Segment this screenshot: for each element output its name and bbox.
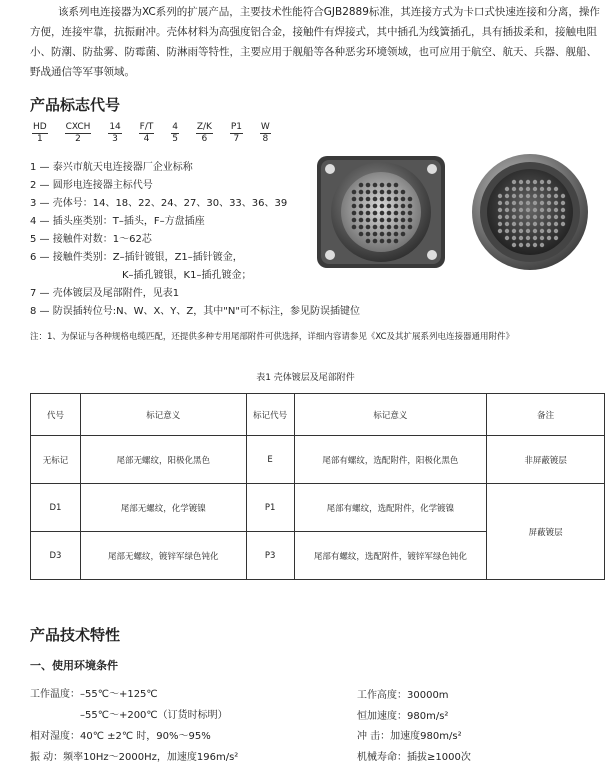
code-part-1: $\frac{HD}{1}$ bbox=[33, 122, 47, 144]
table-cell: 尾部无螺纹，阳极化黑色 bbox=[80, 436, 246, 484]
code-part-8: $\frac{W}{8}$ bbox=[260, 122, 270, 144]
table-cell: 非屏蔽镀层 bbox=[487, 436, 605, 484]
section-title-code: 产品标志代号 bbox=[30, 96, 121, 114]
table-header-cell: 备注 bbox=[487, 394, 605, 436]
legend-item: 3 — 壳体号：14、18、22、24、27、30、33、36、39 bbox=[30, 198, 288, 209]
legend-item: K–插孔镀银，K1–插孔镀金； bbox=[122, 270, 252, 281]
table-header-cell: 标记意义 bbox=[294, 394, 487, 436]
table-cell: P3 bbox=[246, 532, 294, 580]
env-conditions-right bbox=[357, 686, 471, 768]
env-item: 相对湿度：40℃ ±2℃ 时，90%～95% bbox=[30, 731, 211, 742]
round-plug-photo bbox=[470, 148, 590, 276]
square-flange-receptacle-photo bbox=[313, 150, 453, 275]
table-cell: D1 bbox=[31, 484, 81, 532]
code-part-5: $\frac{4}{5}$ bbox=[172, 122, 178, 144]
table-cell: 尾部有螺纹，选配附件，化学镀镍 bbox=[294, 484, 487, 532]
code-part-3: $\frac{14}{3}$ bbox=[109, 122, 121, 144]
table-row bbox=[31, 436, 605, 484]
table-cell: 屏蔽镀层 bbox=[487, 484, 605, 580]
table-cell: 尾部无螺纹，镀锌军绿色钝化 bbox=[80, 532, 246, 580]
env-conditions-left bbox=[30, 684, 238, 768]
table-header-cell: 标记意义 bbox=[80, 394, 246, 436]
env-item: –55℃～+200℃（订货时标明） bbox=[80, 710, 228, 721]
code-part-7: $\frac{P1}{7}$ bbox=[230, 122, 242, 144]
note-text: 注：1、为保证与各种规格电缆匹配，还提供多种专用尾部附件可供选择，详细内容请参见《XC及其扩展系列电连接器通用附件》 bbox=[30, 332, 515, 342]
legend-item: 2 — 圆形电连接器主标代号 bbox=[30, 180, 153, 191]
legend-item: 5 — 接触件对数：1～62芯 bbox=[30, 234, 152, 245]
table-header-row bbox=[31, 394, 605, 436]
table-header-cell: 代号 bbox=[31, 394, 81, 436]
env-item: 振 动：频率10Hz～2000Hz，加速度196m/s² bbox=[30, 752, 239, 763]
table-header-cell: 标记代号 bbox=[246, 394, 294, 436]
table-cell: D3 bbox=[31, 532, 81, 580]
legend-item: 8 — 防误插转位号:N、W、X、Y、Z，其中"N"可不标注，参见防误插键位 bbox=[30, 306, 360, 317]
table-cell: E bbox=[246, 436, 294, 484]
table-cell: 尾部有螺纹，选配附件，阳极化黑色 bbox=[294, 436, 487, 484]
table-cell: P1 bbox=[246, 484, 294, 532]
table-row bbox=[31, 484, 605, 532]
env-item: 机械寿命：插拔≥1000次 bbox=[357, 751, 471, 763]
table-cell: 无标记 bbox=[31, 436, 81, 484]
section-title-env: 一、使用环境条件 bbox=[30, 659, 118, 672]
code-part-2: CXCH 2 bbox=[65, 122, 91, 144]
intro-paragraph: 该系列电连接器为XC系列的扩展产品，主要技术性能符合GJB2889标准，其连接方式为卡口式快速连接和分离，操作方便，连接牢靠，抗振耐冲。壳体材料为高强度铝合金，接触件有焊接式，其中插孔为线簧插孔，具有插拔柔和，接触电阻小、防潮、防盐雾、防霉菌、防淋雨等特性，主要应用于舰船等各种恶劣环境领域，也可应用于航空、航天、兵器、舰船、野战通信等军事领域。 bbox=[30, 6, 600, 78]
code-part-4: $\frac{F/T}{4}$ bbox=[139, 122, 154, 144]
plating-table bbox=[30, 393, 605, 580]
table-cell: 尾部无螺纹，化学镀镍 bbox=[80, 484, 246, 532]
code-legend-list bbox=[30, 159, 360, 321]
code-part-6: $\frac{Z/K}{6}$ bbox=[196, 122, 212, 144]
env-item: 工作高度：30000m bbox=[357, 690, 449, 701]
env-item: 冲 击：加速度980m/s² bbox=[357, 731, 462, 742]
section-title-tech: 产品技术特性 bbox=[30, 626, 121, 644]
legend-item: 1 — 泰兴市航天电连接器厂企业标称 bbox=[30, 162, 193, 173]
legend-item: 6 — 接触件类别：Z–插针镀银，Z1–插针镀金， bbox=[30, 252, 243, 263]
env-item: 恒加速度：980m/s² bbox=[357, 710, 449, 722]
table-cell: 尾部有螺纹，选配附件，镀锌军绿色钝化 bbox=[294, 532, 487, 580]
env-item: 工作温度：–55℃～+125℃ bbox=[30, 689, 158, 700]
legend-item: 4 — 插头座类别：T–插头，F–方盘插座 bbox=[30, 216, 205, 227]
table-caption: 表1 壳体镀层及尾部附件 bbox=[256, 373, 355, 383]
legend-item: 7 — 壳体镀层及尾部附件，见表1 bbox=[30, 288, 180, 299]
code-breakdown bbox=[32, 122, 277, 145]
